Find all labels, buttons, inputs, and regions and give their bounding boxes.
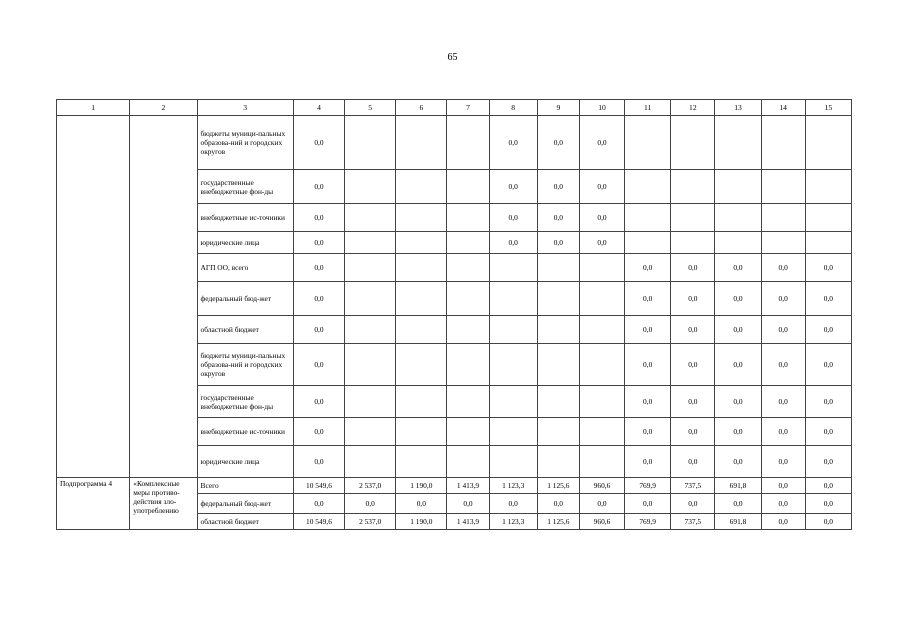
value-cell: 0,0 bbox=[761, 344, 805, 386]
value-cell bbox=[447, 316, 489, 344]
value-cell bbox=[761, 116, 805, 170]
value-cell bbox=[489, 344, 537, 386]
value-cell: 1 125,6 bbox=[537, 478, 579, 494]
value-cell bbox=[537, 386, 579, 418]
value-cell: 0,0 bbox=[579, 116, 624, 170]
value-cell bbox=[345, 344, 396, 386]
value-cell bbox=[396, 204, 447, 232]
value-cell: 1 123,3 bbox=[489, 478, 537, 494]
value-cell: 960,6 bbox=[579, 514, 624, 530]
value-cell: 0,0 bbox=[715, 446, 761, 478]
value-cell: 1 125,6 bbox=[537, 514, 579, 530]
value-cell bbox=[671, 170, 715, 204]
value-cell bbox=[579, 418, 624, 446]
value-cell: 0,0 bbox=[293, 316, 344, 344]
name-cell: «Комплексные меры противо-действия зло-употреблению bbox=[130, 478, 197, 530]
value-cell bbox=[396, 254, 447, 282]
value-cell: 769,9 bbox=[625, 478, 671, 494]
value-cell bbox=[715, 204, 761, 232]
value-cell: 0,0 bbox=[761, 254, 805, 282]
value-cell: 1 190,0 bbox=[396, 478, 447, 494]
value-cell bbox=[447, 232, 489, 254]
value-cell: 0,0 bbox=[715, 418, 761, 446]
value-cell bbox=[447, 282, 489, 316]
value-cell: 0,0 bbox=[579, 170, 624, 204]
column-header-row bbox=[57, 100, 852, 116]
value-cell: 0,0 bbox=[671, 386, 715, 418]
value-cell bbox=[447, 170, 489, 204]
value-cell: 0,0 bbox=[805, 386, 851, 418]
value-cell bbox=[447, 418, 489, 446]
row-label: юридические лица bbox=[197, 232, 293, 254]
value-cell bbox=[447, 204, 489, 232]
value-cell bbox=[537, 282, 579, 316]
value-cell: 0,0 bbox=[761, 418, 805, 446]
value-cell bbox=[447, 344, 489, 386]
value-cell: 10 549,6 bbox=[293, 478, 344, 494]
value-cell: 0,0 bbox=[293, 386, 344, 418]
page-number: 65 bbox=[447, 52, 458, 63]
value-cell: 0,0 bbox=[579, 204, 624, 232]
value-cell: 0,0 bbox=[293, 232, 344, 254]
value-cell bbox=[489, 316, 537, 344]
value-cell bbox=[805, 204, 851, 232]
value-cell: 0,0 bbox=[489, 494, 537, 514]
value-cell: 0,0 bbox=[293, 344, 344, 386]
value-cell: 2 537,0 bbox=[345, 478, 396, 494]
value-cell: 737,5 bbox=[671, 478, 715, 494]
value-cell bbox=[671, 204, 715, 232]
value-cell: 0,0 bbox=[671, 344, 715, 386]
value-cell bbox=[579, 386, 624, 418]
column-header: 6 bbox=[396, 100, 447, 116]
value-cell: 0,0 bbox=[805, 316, 851, 344]
column-header: 2 bbox=[130, 100, 197, 116]
column-header: 7 bbox=[447, 100, 489, 116]
value-cell: 10 549,6 bbox=[293, 514, 344, 530]
value-cell bbox=[345, 116, 396, 170]
value-cell: 0,0 bbox=[671, 418, 715, 446]
value-cell: 737,5 bbox=[671, 514, 715, 530]
value-cell: 1 413,9 bbox=[447, 514, 489, 530]
value-cell: 0,0 bbox=[761, 316, 805, 344]
value-cell bbox=[345, 282, 396, 316]
program-cell bbox=[57, 116, 130, 478]
value-cell: 0,0 bbox=[671, 494, 715, 514]
value-cell: 0,0 bbox=[293, 170, 344, 204]
row-label: государственные внебюджетные фон-ды bbox=[197, 170, 293, 204]
value-cell: 0,0 bbox=[579, 494, 624, 514]
value-cell: 0,0 bbox=[345, 494, 396, 514]
value-cell: 0,0 bbox=[625, 316, 671, 344]
row-label: областной бюджет bbox=[197, 316, 293, 344]
column-header: 8 bbox=[489, 100, 537, 116]
value-cell: 0,0 bbox=[293, 446, 344, 478]
value-cell bbox=[715, 116, 761, 170]
value-cell bbox=[625, 170, 671, 204]
value-cell: 0,0 bbox=[537, 494, 579, 514]
row-label: АГП ОО, всего bbox=[197, 254, 293, 282]
value-cell: 0,0 bbox=[537, 116, 579, 170]
value-cell: 0,0 bbox=[671, 254, 715, 282]
value-cell bbox=[396, 316, 447, 344]
value-cell: 0,0 bbox=[625, 386, 671, 418]
value-cell: 0,0 bbox=[805, 282, 851, 316]
budget-table bbox=[56, 99, 852, 530]
value-cell: 0,0 bbox=[761, 514, 805, 530]
value-cell bbox=[579, 282, 624, 316]
value-cell: 0,0 bbox=[761, 478, 805, 494]
value-cell: 0,0 bbox=[537, 170, 579, 204]
value-cell: 0,0 bbox=[761, 386, 805, 418]
value-cell: 0,0 bbox=[761, 446, 805, 478]
column-header: 4 bbox=[293, 100, 344, 116]
column-header: 9 bbox=[537, 100, 579, 116]
value-cell: 0,0 bbox=[715, 344, 761, 386]
table-row bbox=[57, 116, 852, 170]
value-cell bbox=[579, 446, 624, 478]
value-cell: 0,0 bbox=[293, 494, 344, 514]
program-cell: Подпрограмма 4 bbox=[57, 478, 130, 530]
value-cell bbox=[489, 282, 537, 316]
row-label: внебюджетные ис-точники bbox=[197, 204, 293, 232]
value-cell: 0,0 bbox=[715, 386, 761, 418]
value-cell bbox=[489, 386, 537, 418]
value-cell: 0,0 bbox=[805, 514, 851, 530]
value-cell bbox=[489, 446, 537, 478]
value-cell: 1 190,0 bbox=[396, 514, 447, 530]
row-label: юридические лица bbox=[197, 446, 293, 478]
value-cell bbox=[671, 116, 715, 170]
value-cell bbox=[396, 116, 447, 170]
value-cell: 0,0 bbox=[293, 116, 344, 170]
value-cell bbox=[345, 386, 396, 418]
value-cell bbox=[345, 446, 396, 478]
value-cell bbox=[579, 254, 624, 282]
value-cell bbox=[396, 418, 447, 446]
value-cell bbox=[396, 446, 447, 478]
value-cell bbox=[447, 254, 489, 282]
value-cell: 0,0 bbox=[293, 282, 344, 316]
value-cell: 0,0 bbox=[761, 494, 805, 514]
value-cell bbox=[537, 254, 579, 282]
value-cell: 0,0 bbox=[537, 232, 579, 254]
name-cell bbox=[130, 116, 197, 478]
column-header: 13 bbox=[715, 100, 761, 116]
row-label: федеральный бюд-жет bbox=[197, 494, 293, 514]
value-cell: 691,8 bbox=[715, 514, 761, 530]
value-cell: 0,0 bbox=[447, 494, 489, 514]
value-cell bbox=[625, 116, 671, 170]
value-cell bbox=[345, 254, 396, 282]
value-cell: 0,0 bbox=[537, 204, 579, 232]
row-label: областной бюджет bbox=[197, 514, 293, 530]
value-cell bbox=[579, 316, 624, 344]
value-cell: 0,0 bbox=[671, 316, 715, 344]
value-cell: 769,9 bbox=[625, 514, 671, 530]
value-cell bbox=[625, 232, 671, 254]
row-label: бюджеты муници-пальных образова-ний и городских округов bbox=[197, 344, 293, 386]
column-header: 3 bbox=[197, 100, 293, 116]
value-cell: 0,0 bbox=[671, 282, 715, 316]
value-cell bbox=[345, 316, 396, 344]
value-cell: 0,0 bbox=[805, 478, 851, 494]
value-cell: 2 537,0 bbox=[345, 514, 396, 530]
value-cell: 0,0 bbox=[625, 494, 671, 514]
value-cell: 0,0 bbox=[761, 282, 805, 316]
value-cell: 1 413,9 bbox=[447, 478, 489, 494]
row-label: федеральный бюд-жет bbox=[197, 282, 293, 316]
table-row bbox=[57, 478, 852, 494]
value-cell bbox=[396, 386, 447, 418]
value-cell bbox=[761, 232, 805, 254]
value-cell bbox=[625, 204, 671, 232]
value-cell: 0,0 bbox=[489, 204, 537, 232]
value-cell bbox=[805, 170, 851, 204]
value-cell: 1 123,3 bbox=[489, 514, 537, 530]
column-header: 1 bbox=[57, 100, 130, 116]
value-cell bbox=[715, 170, 761, 204]
value-cell bbox=[396, 282, 447, 316]
column-header: 10 bbox=[579, 100, 624, 116]
value-cell: 0,0 bbox=[715, 282, 761, 316]
value-cell bbox=[345, 170, 396, 204]
value-cell: 0,0 bbox=[625, 254, 671, 282]
value-cell: 0,0 bbox=[715, 316, 761, 344]
value-cell: 960,6 bbox=[579, 478, 624, 494]
value-cell: 0,0 bbox=[625, 418, 671, 446]
value-cell: 0,0 bbox=[805, 446, 851, 478]
value-cell bbox=[345, 204, 396, 232]
value-cell bbox=[761, 204, 805, 232]
value-cell: 0,0 bbox=[805, 494, 851, 514]
value-cell: 0,0 bbox=[293, 204, 344, 232]
value-cell: 0,0 bbox=[625, 344, 671, 386]
value-cell: 0,0 bbox=[805, 254, 851, 282]
row-label: государственные внебюджетные фон-ды bbox=[197, 386, 293, 418]
value-cell bbox=[396, 344, 447, 386]
value-cell: 0,0 bbox=[671, 446, 715, 478]
value-cell bbox=[537, 418, 579, 446]
value-cell: 0,0 bbox=[489, 170, 537, 204]
column-header: 15 bbox=[805, 100, 851, 116]
value-cell bbox=[396, 170, 447, 204]
value-cell bbox=[671, 232, 715, 254]
value-cell: 0,0 bbox=[625, 446, 671, 478]
value-cell: 0,0 bbox=[715, 494, 761, 514]
value-cell bbox=[761, 170, 805, 204]
value-cell bbox=[447, 116, 489, 170]
value-cell bbox=[447, 446, 489, 478]
value-cell bbox=[805, 232, 851, 254]
value-cell: 0,0 bbox=[715, 254, 761, 282]
value-cell bbox=[447, 386, 489, 418]
value-cell: 691,8 bbox=[715, 478, 761, 494]
row-label: внебюджетные ис-точники bbox=[197, 418, 293, 446]
value-cell bbox=[579, 344, 624, 386]
value-cell: 0,0 bbox=[805, 344, 851, 386]
value-cell bbox=[345, 418, 396, 446]
column-header: 11 bbox=[625, 100, 671, 116]
value-cell bbox=[715, 232, 761, 254]
column-header: 5 bbox=[345, 100, 396, 116]
row-label: бюджеты муници-пальных образова-ний и городских округов bbox=[197, 116, 293, 170]
value-cell: 0,0 bbox=[293, 254, 344, 282]
value-cell: 0,0 bbox=[805, 418, 851, 446]
value-cell bbox=[537, 446, 579, 478]
value-cell: 0,0 bbox=[579, 232, 624, 254]
value-cell: 0,0 bbox=[625, 282, 671, 316]
value-cell bbox=[489, 254, 537, 282]
value-cell bbox=[805, 116, 851, 170]
value-cell bbox=[489, 418, 537, 446]
column-header: 14 bbox=[761, 100, 805, 116]
value-cell: 0,0 bbox=[396, 494, 447, 514]
value-cell bbox=[396, 232, 447, 254]
row-label: Всего bbox=[197, 478, 293, 494]
value-cell bbox=[537, 316, 579, 344]
value-cell: 0,0 bbox=[293, 418, 344, 446]
value-cell bbox=[345, 232, 396, 254]
value-cell: 0,0 bbox=[489, 232, 537, 254]
value-cell bbox=[537, 344, 579, 386]
column-header: 12 bbox=[671, 100, 715, 116]
value-cell: 0,0 bbox=[489, 116, 537, 170]
